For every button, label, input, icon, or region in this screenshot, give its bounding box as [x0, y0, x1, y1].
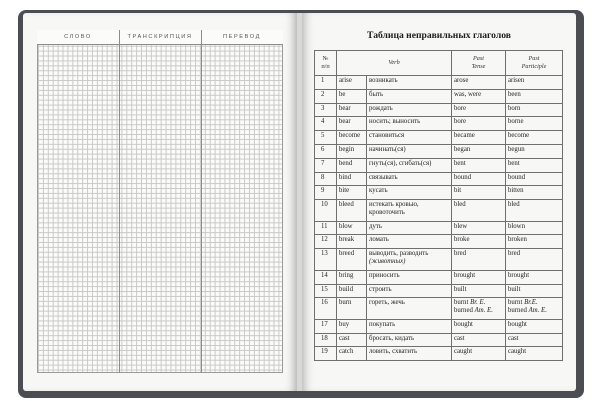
vocabulary-grid: [37, 30, 283, 373]
row-number-text: 14: [321, 271, 328, 279]
verb-russian: [367, 319, 452, 333]
table-row: [315, 76, 563, 90]
verb-english: [337, 235, 367, 249]
past-tense-text: blew: [454, 222, 468, 230]
verb-english-text: become: [339, 132, 361, 140]
row-number: [315, 158, 337, 172]
verb-english-text: catch: [339, 348, 354, 356]
table-title: Таблица неправильных глаголов: [367, 30, 511, 41]
past-participle-text: burnt: [508, 299, 523, 307]
verb-english: [337, 117, 367, 131]
past-tense: [452, 221, 506, 235]
verb-russian-text: начинать(ся): [369, 145, 406, 153]
past-participle-text: begun: [508, 145, 525, 153]
verb-russian: [367, 284, 452, 298]
row-number: [315, 333, 337, 347]
past-tense-text: broke: [454, 236, 470, 244]
verb-english: [337, 270, 367, 284]
past-participle-text: bent: [508, 159, 520, 167]
verb-english: [337, 249, 367, 271]
row-number: [315, 89, 337, 103]
verb-russian: [367, 298, 452, 320]
verb-english: [337, 131, 367, 145]
verb-russian-text: приносить: [369, 271, 400, 279]
past-tense: [452, 298, 506, 320]
table-row: [315, 347, 563, 361]
past-participle-note: Br.E.: [524, 299, 538, 307]
past-tense-text: caught: [454, 348, 473, 356]
table-row: [315, 221, 563, 235]
past-participle: [506, 76, 563, 90]
verb-english: [337, 103, 367, 117]
table-row: [315, 144, 563, 158]
verb-english-text: bring: [339, 271, 354, 279]
header-translation: ПЕРЕВОД: [201, 30, 283, 44]
row-number-text: 2: [321, 90, 325, 98]
past-participle-text: arisen: [508, 77, 525, 84]
row-number-text: 7: [321, 159, 325, 167]
past-tense-text: bore: [454, 118, 467, 126]
verb-english: [337, 298, 367, 320]
past-tense-note: Br. E.: [470, 299, 486, 307]
row-number-text: 1: [321, 77, 325, 84]
header-verb: Verb: [337, 51, 452, 76]
verb-russian: [367, 89, 452, 103]
verb-english-text: breed: [339, 250, 355, 258]
past-tense-text: was, were: [454, 90, 482, 98]
table-row: [315, 103, 563, 117]
past-tense: [452, 158, 506, 172]
verb-russian: [367, 347, 452, 361]
table-row: [315, 235, 563, 249]
past-participle-text: blown: [508, 222, 525, 230]
verb-russian-text: выводить, разводить: [369, 250, 429, 258]
verb-russian: [367, 131, 452, 145]
past-tense-text: bound: [454, 173, 471, 181]
past-tense: [452, 89, 506, 103]
past-participle: [506, 235, 563, 249]
verb-russian: [367, 117, 452, 131]
verb-english-text: buy: [339, 320, 350, 328]
past-tense-text: built: [454, 285, 467, 293]
row-number: [315, 298, 337, 320]
row-number-text: 11: [321, 222, 328, 230]
past-participle: [506, 200, 563, 222]
verb-english-text: blow: [339, 222, 353, 230]
row-number: [315, 117, 337, 131]
row-number: [315, 131, 337, 145]
verb-english-text: bleed: [339, 201, 354, 209]
past-participle-text: caught: [508, 348, 527, 356]
irregular-verbs-table: [314, 50, 563, 361]
row-number-text: 13: [321, 250, 328, 258]
row-number-text: 17: [321, 320, 328, 328]
past-participle: [506, 319, 563, 333]
header-number: № п/п: [315, 51, 337, 76]
past-tense-alt: burned: [454, 306, 473, 314]
table-row: [315, 298, 563, 320]
verb-russian-text: кусать: [369, 187, 388, 195]
row-number-text: 4: [321, 118, 325, 126]
verb-english: [337, 186, 367, 200]
past-tense: [452, 333, 506, 347]
row-number: [315, 235, 337, 249]
past-participle: [506, 158, 563, 172]
vocabulary-header: [37, 30, 283, 44]
verb-russian: [367, 200, 452, 222]
table-row: [315, 333, 563, 347]
past-tense-text: bled: [454, 201, 466, 209]
table-row: [315, 249, 563, 271]
verb-russian-text: носить; выносить: [369, 118, 421, 126]
verb-russian-text: строить: [369, 285, 392, 293]
verb-english-text: break: [339, 236, 355, 244]
past-tense: [452, 76, 506, 90]
row-number: [315, 144, 337, 158]
past-tense-text: became: [454, 132, 475, 140]
verb-russian: [367, 333, 452, 347]
past-tense: [452, 249, 506, 271]
row-number: [315, 319, 337, 333]
verb-english: [337, 158, 367, 172]
table-row: [315, 319, 563, 333]
row-number: [315, 103, 337, 117]
table-row: [315, 270, 563, 284]
verb-russian-text: ловить, схватить: [369, 348, 418, 356]
verb-english-text: bind: [339, 173, 352, 181]
past-tense: [452, 347, 506, 361]
past-participle-alt-note: Am. E.: [528, 306, 547, 314]
row-number-text: 19: [321, 348, 328, 356]
table-row: [315, 158, 563, 172]
past-participle-text: bought: [508, 320, 527, 328]
past-participle-text: bled: [508, 201, 520, 209]
header-divider: [37, 44, 283, 45]
past-participle: [506, 249, 563, 271]
past-participle-text: bound: [508, 173, 525, 181]
verb-russian-text: становиться: [369, 132, 405, 140]
header-past-participle: Past Participle: [506, 51, 563, 76]
verb-russian-text: ломать: [369, 236, 389, 244]
verb-russian: [367, 103, 452, 117]
row-number-text: 10: [321, 201, 328, 209]
verb-russian-text: связывать: [369, 173, 398, 181]
verb-russian-text: гореть, жечь: [369, 299, 405, 307]
verb-english: [337, 333, 367, 347]
verb-english: [337, 200, 367, 222]
past-participle-text: born: [508, 104, 521, 112]
verb-english-text: be: [339, 90, 346, 98]
past-participle-text: become: [508, 132, 530, 140]
verb-english-text: bear: [339, 104, 351, 112]
past-tense: [452, 117, 506, 131]
past-tense: [452, 186, 506, 200]
row-number: [315, 221, 337, 235]
past-tense: [452, 200, 506, 222]
past-tense-text: bit: [454, 187, 462, 195]
row-number: [315, 347, 337, 361]
verb-russian-text: бросать, кидать: [369, 334, 415, 342]
past-participle: [506, 270, 563, 284]
verb-english: [337, 319, 367, 333]
past-participle: [506, 172, 563, 186]
row-number-text: 16: [321, 299, 328, 307]
verb-russian-note: (животных): [369, 257, 406, 265]
past-participle-text: bitten: [508, 187, 524, 195]
spine-gutter: [297, 13, 302, 391]
row-number-text: 3: [321, 104, 325, 112]
verb-russian: [367, 249, 452, 271]
past-participle-text: borne: [508, 118, 524, 126]
verb-russian-text: быть: [369, 90, 384, 98]
verb-english: [337, 76, 367, 90]
row-number: [315, 172, 337, 186]
past-participle: [506, 186, 563, 200]
past-participle: [506, 298, 563, 320]
table-row: [315, 200, 563, 222]
past-tense-text: bore: [454, 104, 467, 112]
past-tense-text: bought: [454, 320, 473, 328]
past-participle-text: cast: [508, 334, 519, 342]
verb-russian: [367, 172, 452, 186]
past-participle: [506, 103, 563, 117]
verb-english-text: bite: [339, 187, 350, 195]
past-participle-text: been: [508, 90, 521, 98]
verb-russian-text: гнуть(ся), сгибать(ся): [369, 159, 432, 167]
past-participle: [506, 144, 563, 158]
verb-russian: [367, 186, 452, 200]
verb-english: [337, 172, 367, 186]
past-participle: [506, 221, 563, 235]
row-number-text: 9: [321, 187, 325, 195]
row-number: [315, 186, 337, 200]
row-number: [315, 76, 337, 90]
column-divider-2: [201, 30, 202, 373]
past-tense-text: bent: [454, 159, 466, 167]
past-participle: [506, 333, 563, 347]
past-tense-text: began: [454, 145, 471, 153]
verb-english-text: build: [339, 285, 353, 293]
past-participle-alt: burned: [508, 306, 527, 314]
past-tense-text: cast: [454, 334, 465, 342]
past-tense-text: bred: [454, 250, 467, 258]
verb-english-text: burn: [339, 299, 352, 307]
verb-english-text: begin: [339, 145, 355, 153]
verb-russian: [367, 235, 452, 249]
column-divider-1: [119, 30, 120, 373]
verb-russian: [367, 76, 452, 90]
past-tense: [452, 319, 506, 333]
verb-english: [337, 284, 367, 298]
past-tense: [452, 103, 506, 117]
row-number-text: 12: [321, 236, 328, 244]
header-word: СЛОВО: [37, 30, 119, 44]
verb-russian: [367, 144, 452, 158]
past-participle-text: bred: [508, 250, 521, 258]
verb-russian-text: возникать: [369, 77, 398, 84]
past-participle: [506, 284, 563, 298]
past-participle-text: built: [508, 285, 521, 293]
verb-russian-text: рождать: [369, 104, 393, 112]
verb-russian-text: покупать: [369, 320, 396, 328]
row-number: [315, 249, 337, 271]
table-row: [315, 172, 563, 186]
header-transcription: ТРАНСКРИПЦИЯ: [119, 30, 201, 44]
row-number: [315, 200, 337, 222]
past-participle: [506, 89, 563, 103]
table-row: [315, 131, 563, 145]
row-number: [315, 270, 337, 284]
header-past-tense: Past Tense: [452, 51, 506, 76]
row-number-text: 8: [321, 173, 325, 181]
past-participle: [506, 131, 563, 145]
verb-russian: [367, 221, 452, 235]
past-tense-alt-note: Am. E.: [474, 306, 493, 314]
past-tense-text: burnt: [454, 299, 469, 307]
past-tense: [452, 144, 506, 158]
verb-english-text: bear: [339, 118, 351, 126]
past-participle: [506, 347, 563, 361]
past-tense: [452, 131, 506, 145]
verb-english-text: bend: [339, 159, 353, 167]
row-number-text: 6: [321, 145, 325, 153]
verb-russian: [367, 270, 452, 284]
verb-english: [337, 347, 367, 361]
row-number-text: 18: [321, 334, 328, 342]
past-tense: [452, 270, 506, 284]
past-participle: [506, 117, 563, 131]
past-tense-text: arose: [454, 77, 469, 84]
row-number: [315, 284, 337, 298]
past-tense-text: brought: [454, 271, 476, 279]
past-tense: [452, 284, 506, 298]
past-participle-text: broken: [508, 236, 527, 244]
verb-english: [337, 221, 367, 235]
table-row: [315, 186, 563, 200]
verb-english-text: arise: [339, 77, 352, 84]
table-row: [315, 284, 563, 298]
row-number-text: 5: [321, 132, 325, 140]
table-row: [315, 117, 563, 131]
verb-russian-text: дуть: [369, 222, 382, 230]
row-number-text: 15: [321, 285, 328, 293]
past-tense: [452, 172, 506, 186]
verb-russian: [367, 158, 452, 172]
verb-english: [337, 89, 367, 103]
table-row: [315, 89, 563, 103]
verb-english: [337, 144, 367, 158]
verb-russian-text: истекать кровью, кровоточить: [369, 201, 419, 216]
verb-english-text: cast: [339, 334, 350, 342]
past-tense: [452, 235, 506, 249]
past-participle-text: brought: [508, 271, 530, 279]
